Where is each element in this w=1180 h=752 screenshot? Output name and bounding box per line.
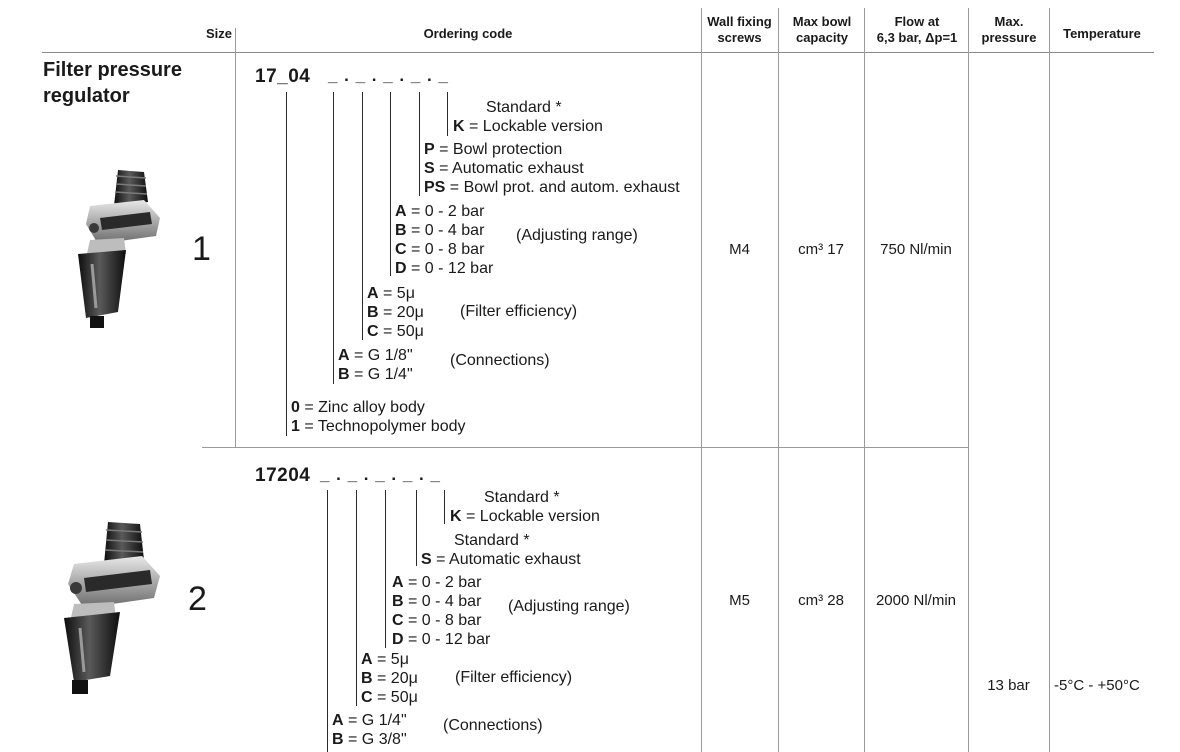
group-note-filter-efficiency: (Filter efficiency) bbox=[455, 669, 573, 686]
option-b: B = 20μ bbox=[361, 670, 418, 687]
header-bowl-line2: capacity bbox=[795, 30, 849, 45]
flow-value: 750 Nl/min bbox=[880, 241, 952, 258]
option-a: A = 5μ bbox=[367, 285, 415, 302]
product-title-line2: regulator bbox=[43, 85, 130, 107]
group-note-filter-efficiency: (Filter efficiency) bbox=[460, 303, 578, 320]
option-s: S = Automatic exhaust bbox=[424, 160, 584, 177]
header-max-pressure bbox=[969, 14, 1049, 46]
group-note-adjusting-range: (Adjusting range) bbox=[516, 227, 638, 244]
ordering-code-suffix: _ . _ . _ . _ . _ bbox=[320, 465, 441, 484]
tree-line bbox=[385, 490, 386, 648]
tree-line bbox=[333, 92, 334, 384]
header-ordering-code: Ordering code bbox=[423, 26, 513, 41]
ordering-code-suffix: _ . _ . _ . _ . _ bbox=[328, 66, 449, 85]
option-b: B = G 1/4" bbox=[338, 366, 413, 383]
tree-line bbox=[419, 92, 420, 196]
option-b: B = G 3/8" bbox=[332, 731, 407, 748]
wall-fixing-value: M5 bbox=[729, 592, 750, 609]
tree-line bbox=[362, 92, 363, 340]
header-bowl-line1: Max bowl bbox=[792, 14, 852, 29]
product-title-line1: Filter pressure bbox=[43, 59, 182, 81]
group-note-connections: (Connections) bbox=[443, 717, 543, 734]
col-divider-5 bbox=[968, 8, 969, 752]
tree-line bbox=[390, 92, 391, 276]
flow-value: 2000 Nl/min bbox=[875, 592, 957, 609]
header-flow bbox=[865, 14, 969, 46]
option-standard: Standard * bbox=[486, 99, 562, 116]
header-rule bbox=[42, 52, 1154, 53]
temperature-value: -5°C - +50°C bbox=[1054, 677, 1140, 694]
bowl-capacity-value: cm³ 28 bbox=[798, 592, 844, 609]
option-a: A = 0 - 2 bar bbox=[392, 574, 482, 591]
header-size: Size bbox=[205, 26, 232, 41]
header-wall-fixing-line1: Wall fixing bbox=[707, 14, 772, 29]
option-d: D = 0 - 12 bar bbox=[395, 260, 494, 277]
header-wall-fixing bbox=[701, 14, 778, 46]
ordering-code-prefix: 17_04 bbox=[255, 66, 311, 87]
option-b: B = 0 - 4 bar bbox=[392, 593, 482, 610]
group-note-connections: (Connections) bbox=[450, 352, 550, 369]
option-c: C = 0 - 8 bar bbox=[392, 612, 482, 629]
option-k: K = Lockable version bbox=[450, 508, 600, 525]
option-c: C = 50μ bbox=[361, 689, 418, 706]
option-c: C = 50μ bbox=[367, 323, 424, 340]
option-b: B = 0 - 4 bar bbox=[395, 222, 485, 239]
col-divider-3 bbox=[778, 8, 779, 752]
wall-fixing-value: M4 bbox=[729, 241, 750, 258]
group-note-adjusting-range: (Adjusting range) bbox=[508, 598, 630, 615]
col-divider-1 bbox=[235, 28, 236, 448]
option-1: 1 = Technopolymer body bbox=[291, 418, 466, 435]
size-number: 1 bbox=[192, 230, 211, 268]
option-p: P = Bowl protection bbox=[424, 141, 563, 158]
tree-line bbox=[327, 490, 328, 752]
product-image-size-2 bbox=[44, 518, 164, 696]
option-c: C = 0 - 8 bar bbox=[395, 241, 485, 258]
tree-line bbox=[444, 490, 445, 524]
ordering-code-prefix: 17204 bbox=[255, 465, 311, 486]
option-a: A = 5μ bbox=[361, 651, 409, 668]
option-0: 0 = Zinc alloy body bbox=[291, 399, 425, 416]
option-b: B = 20μ bbox=[367, 304, 424, 321]
col-divider-6 bbox=[1049, 8, 1050, 752]
tree-line bbox=[447, 92, 448, 136]
max-pressure-value: 13 bar bbox=[987, 677, 1030, 694]
option-standard: Standard * bbox=[454, 532, 530, 549]
product-image-size-1 bbox=[52, 166, 164, 332]
header-temperature: Temperature bbox=[1063, 26, 1141, 41]
header-flow-line1: Flow at bbox=[894, 14, 940, 29]
tree-line bbox=[286, 92, 287, 436]
tree-line bbox=[416, 490, 417, 566]
option-k: K = Lockable version bbox=[453, 118, 603, 135]
option-d: D = 0 - 12 bar bbox=[392, 631, 491, 648]
col-divider-2 bbox=[701, 8, 702, 752]
header-pressure-line1: Max. bbox=[994, 14, 1024, 29]
tree-line bbox=[356, 490, 357, 706]
option-a: A = 0 - 2 bar bbox=[395, 203, 485, 220]
header-pressure-line2: pressure bbox=[981, 30, 1037, 45]
row-divider bbox=[202, 447, 968, 448]
option-a: A = G 1/8" bbox=[338, 347, 413, 364]
option-ps: PS = Bowl prot. and autom. exhaust bbox=[424, 179, 680, 196]
header-flow-line2: 6,3 bar, Δp=1 bbox=[876, 30, 958, 45]
bowl-capacity-value: cm³ 17 bbox=[798, 241, 844, 258]
option-a: A = G 1/4" bbox=[332, 712, 407, 729]
col-divider-4 bbox=[864, 8, 865, 752]
header-bowl-capacity bbox=[779, 14, 865, 46]
size-number: 2 bbox=[188, 580, 207, 618]
option-standard: Standard * bbox=[484, 489, 560, 506]
header-wall-fixing-line2: screws bbox=[717, 30, 762, 45]
option-s: S = Automatic exhaust bbox=[421, 551, 581, 568]
product-title bbox=[43, 57, 182, 109]
